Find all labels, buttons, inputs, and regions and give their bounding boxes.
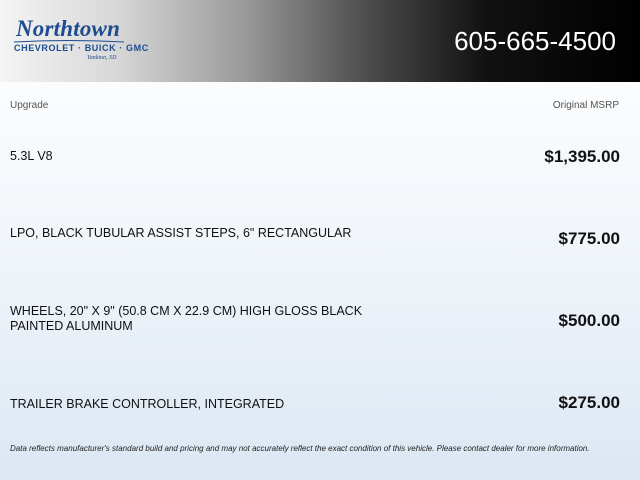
logo-brands: CHEVROLET · BUICK · GMC <box>14 43 149 53</box>
upgrade-name: WHEELS, 20" X 9" (50.8 CM X 22.9 CM) HIGH GLOSS BLACK PAINTED ALUMINUM <box>10 304 363 333</box>
header-banner <box>0 0 640 82</box>
upgrade-price: $775.00 <box>558 229 620 248</box>
upgrade-name: TRAILER BRAKE CONTROLLER, INTEGRATED <box>10 397 285 411</box>
logo-location: Yankton, SD <box>87 55 117 61</box>
logo-wordmark: Northtown <box>16 16 121 41</box>
upgrade-name: 5.3L V8 <box>10 149 53 163</box>
dealer-logo[interactable] <box>12 16 149 64</box>
upgrade-price: $500.00 <box>558 311 620 330</box>
upgrade-price: $275.00 <box>558 393 620 412</box>
upgrade-name: LPO, BLACK TUBULAR ASSIST STEPS, 6" RECTANGULAR <box>10 226 352 240</box>
disclaimer-text: Data reflects manufacturer's standard build and pricing and may not accurately reflect the exact condition of this vehicle. Please contact dealer for more information. <box>10 444 590 453</box>
upgrade-price: $1,395.00 <box>544 147 620 166</box>
msrp-column-header: Original MSRP <box>552 100 619 111</box>
upgrade-column-header: Upgrade <box>10 100 49 111</box>
dealer-phone[interactable]: 605-665-4500 <box>454 26 616 56</box>
